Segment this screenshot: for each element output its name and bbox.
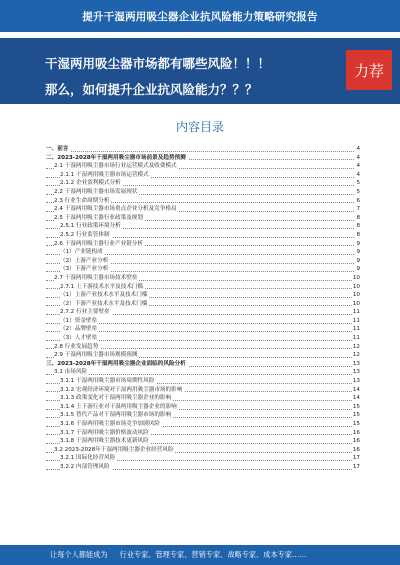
toc-entry[interactable] bbox=[46, 257, 360, 266]
toc-entry-label: （1）上游产业技术水平及技术门槛 bbox=[60, 292, 148, 299]
toc-entry[interactable] bbox=[46, 429, 360, 438]
toc-entry-page: 12 bbox=[352, 352, 360, 359]
toc-entry-page: 6 bbox=[356, 197, 360, 204]
toc-entry[interactable] bbox=[46, 351, 360, 360]
toc-entry-page: 7 bbox=[356, 206, 360, 213]
toc-entry[interactable] bbox=[46, 377, 360, 386]
toc-entry[interactable] bbox=[46, 291, 360, 300]
toc-entry[interactable] bbox=[46, 171, 360, 180]
table-of-contents bbox=[46, 145, 360, 472]
toc-entry-label: 2.1.2 企业盈利模式分析 bbox=[60, 180, 121, 187]
toc-entry-page: 10 bbox=[352, 283, 360, 290]
toc-entry[interactable] bbox=[46, 317, 360, 326]
toc-entry-label: 2.7.1 上下游技术水平及技术门槛 bbox=[60, 283, 144, 290]
toc-entry-page: 9 bbox=[356, 266, 360, 273]
toc-entry[interactable] bbox=[46, 343, 360, 352]
toc-entry-page: 10 bbox=[352, 274, 360, 281]
toc-entry-label: （2）上游产业分析 bbox=[60, 257, 109, 264]
toc-entry-label: 2.5.2 行业监管体制 bbox=[60, 231, 110, 238]
toc-entry[interactable] bbox=[46, 325, 360, 334]
toc-entry-page: 14 bbox=[352, 395, 360, 402]
toc-entry-page: 15 bbox=[352, 403, 360, 410]
toc-entry-label: 3.1.3 政策变化对干湿两用吸尘器企业的影响 bbox=[60, 395, 172, 402]
toc-entry-page: 10 bbox=[352, 292, 360, 299]
toc-entry-page: 9 bbox=[356, 249, 360, 256]
toc-entry-label: 2.2 干湿两用吸尘器市场发展现状 bbox=[54, 188, 138, 195]
toc-entry[interactable] bbox=[46, 437, 360, 446]
toc-entry-label: （1）资金壁垒 bbox=[60, 317, 98, 324]
toc-entry-label: （1）产业链构成 bbox=[60, 249, 103, 256]
toc-entry-page: 10 bbox=[352, 300, 360, 307]
toc-entry[interactable] bbox=[46, 360, 360, 369]
footer-roles: 行业专家、管理专家、营销专家、战略专家、成本专家…… bbox=[119, 550, 307, 559]
toc-entry[interactable] bbox=[46, 222, 360, 231]
toc-title: 内容目录 bbox=[175, 120, 224, 134]
toc-entry[interactable] bbox=[46, 154, 360, 163]
toc-entry-page: 14 bbox=[352, 386, 360, 393]
toc-entry[interactable] bbox=[46, 463, 360, 472]
toc-entry-label: （3）下游产业分析 bbox=[60, 266, 109, 273]
toc-entry[interactable] bbox=[46, 420, 360, 429]
toc-entry[interactable] bbox=[46, 283, 360, 292]
toc-entry[interactable] bbox=[46, 300, 360, 309]
toc-entry-page: 11 bbox=[352, 326, 360, 333]
toc-entry-label: （3）人才壁垒 bbox=[60, 335, 98, 342]
toc-entry[interactable] bbox=[46, 162, 360, 171]
toc-entry-label: 2.6 干湿两用吸尘器行业产业链分析 bbox=[54, 240, 143, 247]
toc-entry-page: 11 bbox=[352, 309, 360, 316]
toc-entry-page: 11 bbox=[352, 335, 360, 342]
toc-entry[interactable] bbox=[46, 214, 360, 223]
toc-entry-label: 3.1.2 宏观经济环境对干湿两用吸尘器市场的影响 bbox=[60, 386, 183, 393]
toc-entry[interactable] bbox=[46, 446, 360, 455]
toc-entry-label: 3.2 2023-2028年干湿两用吸尘器企业经营风险 bbox=[54, 446, 174, 453]
toc-entry-page: 4 bbox=[356, 171, 360, 178]
toc-entry[interactable] bbox=[46, 205, 360, 214]
toc-entry-label: 2.5.1 行业政策环境分析 bbox=[60, 223, 121, 230]
toc-entry[interactable] bbox=[46, 308, 360, 317]
toc-entry[interactable] bbox=[46, 368, 360, 377]
toc-entry-label: 2.4 干湿两用吸尘器市场重点企业分析及竞争格局 bbox=[54, 206, 177, 213]
toc-entry[interactable] bbox=[46, 248, 360, 257]
toc-entry-label: 3.1.8 干湿两用吸尘器技术更新风险 bbox=[60, 438, 149, 445]
toc-entry-page: 12 bbox=[352, 343, 360, 350]
toc-entry[interactable] bbox=[46, 334, 360, 343]
toc-entry-page: 17 bbox=[352, 455, 360, 462]
toc-entry-page: 15 bbox=[352, 421, 360, 427]
toc-entry[interactable] bbox=[46, 411, 360, 420]
toc-entry-label: 2.9 干湿两用吸尘器市场规模预测 bbox=[54, 352, 138, 359]
toc-entry-label: 3.1.1 干湿两用吸尘器市场周期性风险 bbox=[60, 378, 155, 385]
toc-entry-page: 4 bbox=[356, 163, 360, 170]
toc-entry[interactable] bbox=[46, 265, 360, 274]
toc-entry-page: 13 bbox=[352, 378, 360, 385]
toc-entry-label: 2.5 干湿两用吸尘器行业政策及规划 bbox=[54, 214, 143, 221]
toc-entry[interactable] bbox=[46, 179, 360, 188]
toc-entry-label: 2.7.2 行业主要壁垒 bbox=[60, 309, 110, 316]
report-title: 提升干湿两用吸尘器企业抗风险能力策略研究报告 bbox=[82, 10, 318, 23]
toc-entry-page: 8 bbox=[356, 231, 360, 238]
toc-entry-label: 3.1 市场风险 bbox=[54, 369, 88, 376]
header-bar bbox=[0, 0, 400, 32]
toc-entry-page: 8 bbox=[356, 223, 360, 230]
toc-entry-page: 16 bbox=[352, 429, 360, 436]
toc-entry-label: 3.2.1 国际化经营风险 bbox=[60, 455, 116, 462]
hero-headline: 干湿两用吸尘器市场都有哪些风险！！！ bbox=[45, 56, 271, 71]
toc-entry-page: 15 bbox=[352, 412, 360, 419]
toc-entry-page: 9 bbox=[356, 257, 360, 264]
toc-entry-page: 16 bbox=[352, 438, 360, 445]
toc-entry[interactable] bbox=[46, 145, 360, 154]
toc-entry-page: 5 bbox=[356, 188, 360, 195]
toc-entry-label: 2.8 行业发展趋势 bbox=[54, 343, 99, 350]
toc-entry[interactable] bbox=[46, 197, 360, 206]
footer-slogan: 让每个人都能成为 bbox=[50, 550, 108, 559]
toc-entry-label: 3.1.5 替代产品对干湿两用吸尘器市场的影响 bbox=[60, 412, 172, 419]
toc-entry-page: 16 bbox=[352, 446, 360, 453]
toc-entry-label: （2）品牌壁垒 bbox=[60, 326, 98, 333]
toc-entry[interactable] bbox=[46, 231, 360, 240]
toc-entry-label: 3.1.6 干湿两用吸尘器市场竞争加剧风险 bbox=[60, 421, 160, 427]
toc-entry-page: 9 bbox=[356, 240, 360, 247]
toc-entry-label: 2.3 行业生命周期分析 bbox=[54, 197, 110, 204]
toc-entry-label: 3.1.4 上下游行业对干湿两用吸尘器企业的影响 bbox=[60, 403, 177, 410]
toc-entry[interactable] bbox=[46, 454, 360, 463]
toc-entry-page: 4 bbox=[356, 154, 360, 161]
toc-entry-page: 8 bbox=[356, 214, 360, 221]
toc-entry[interactable] bbox=[46, 394, 360, 403]
toc-entry-label: 2.7 干湿两用吸尘器市场技术壁垒 bbox=[54, 274, 138, 281]
toc-entry-label: 一、前言 bbox=[46, 146, 69, 152]
hero-subheadline: 那么，如何提升企业抗风险能力？？？ bbox=[45, 82, 258, 97]
recommend-badge: 力荐 bbox=[346, 50, 392, 90]
toc-entry-label: 二、2023-2028年干湿两用吸尘器市场前景及趋势预测 bbox=[46, 154, 186, 161]
toc-entry[interactable] bbox=[46, 240, 360, 249]
toc-entry[interactable] bbox=[46, 386, 360, 395]
toc-entry[interactable] bbox=[46, 274, 360, 283]
toc-entry-label: （2）下游产业技术水平及技术门槛 bbox=[60, 300, 148, 307]
toc-entry-page: 11 bbox=[352, 317, 360, 324]
toc-entry-page: 4 bbox=[356, 146, 360, 152]
toc-entry[interactable] bbox=[46, 403, 360, 412]
footer-bar bbox=[0, 545, 400, 565]
toc-entry-page: 13 bbox=[352, 360, 360, 367]
toc-entry-label: 三、2023-2028年干湿两用吸尘器企业面临的风险分析 bbox=[46, 360, 186, 367]
toc-entry-label: 2.1.1 干湿两用吸尘器市场运营模式 bbox=[60, 171, 149, 178]
toc-entry-label: 2.1 干湿两用吸尘器市场行业运营模式及收费模式 bbox=[54, 163, 177, 170]
toc-entry-page: 17 bbox=[352, 463, 360, 470]
hero-banner bbox=[0, 38, 400, 104]
toc-entry-label: 3.1.7 干湿两用吸尘器价格波动风险 bbox=[60, 429, 149, 436]
toc-entry-page: 5 bbox=[356, 180, 360, 187]
toc-entry-page: 13 bbox=[352, 369, 360, 376]
toc-entry[interactable] bbox=[46, 188, 360, 197]
toc-entry-label: 3.2.2 内部管理风险 bbox=[60, 463, 110, 470]
